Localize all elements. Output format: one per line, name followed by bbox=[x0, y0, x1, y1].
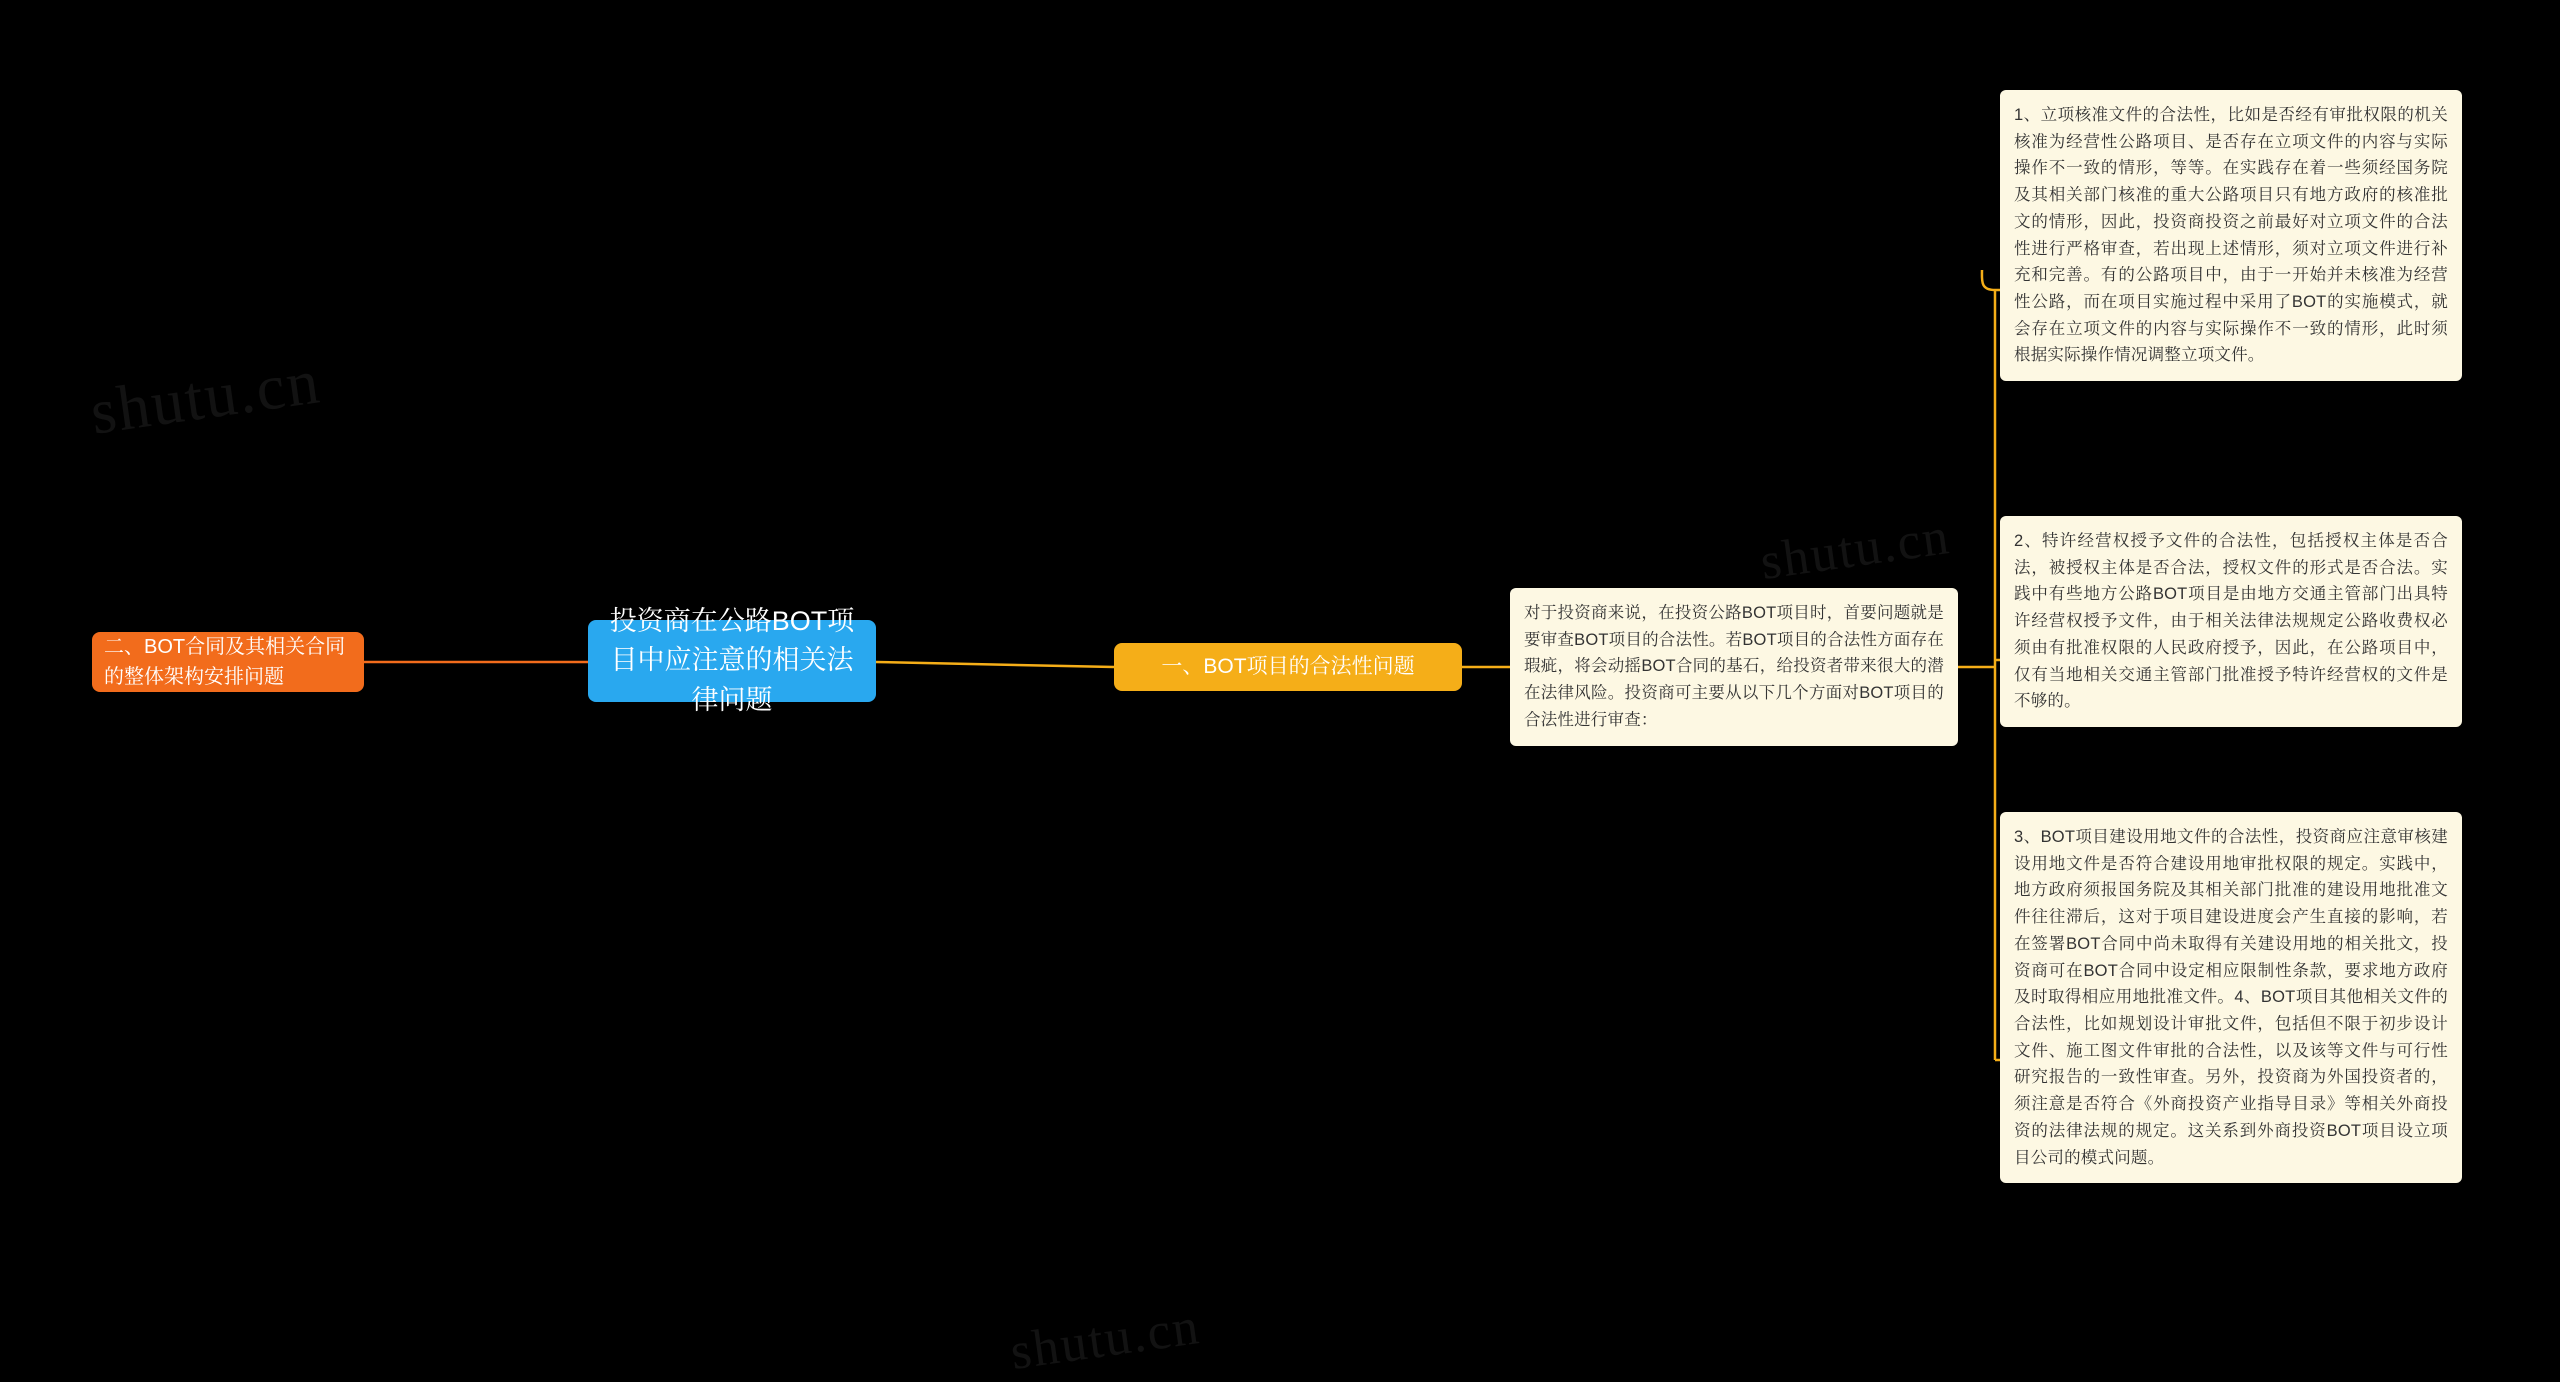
watermark-3: shutu.cn bbox=[1006, 1298, 1204, 1381]
note-construction-land-legality[interactable]: 3、BOT项目建设用地文件的合法性，投资商应注意审核建设用地文件是否符合建设用地审批权限的规定。实践中，地方政府须报国务院及其相关部门批准的建设用地批准文件往往滞后，这对于项目建设进度会产生直接的影响，若在签署BOT合同中尚未取得有关建设用地的相关批文，投资商可在BOT合同中设定相应限制性条款，要求地方政府及时取得相应用地批准文件。4、BOT项目其他相关文件的合法性，比如规划设计审批文件，包括但不限于初步设计文件、施工图文件审批的合法性，以及该等文件与可行性研究报告的一致性审查。另外，投资商为外国投资者的，须注意是否符合《外商投资产业指导目录》等相关外商投资的法律法规的规定。这关系到外商投资BOT项目设立项目公司的模式问题。 bbox=[2000, 812, 2462, 1183]
watermark-1: shutu.cn bbox=[86, 345, 325, 448]
branch-node-legality[interactable]: 一、BOT项目的合法性问题 bbox=[1114, 643, 1462, 691]
branch-node-contract-structure[interactable]: 二、BOT合同及其相关合同的整体架构安排问题 bbox=[92, 632, 364, 692]
note-intro[interactable]: 对于投资商来说，在投资公路BOT项目时，首要问题就是要审查BOT项目的合法性。若BOT项目的合法性方面存在瑕疵，将会动摇BOT合同的基石，给投资者带来很大的潜在法律风险。投资商可主要从以下几个方面对BOT项目的合法性进行审查： bbox=[1510, 588, 1958, 746]
note-project-approval-legality[interactable]: 1、立项核准文件的合法性，比如是否经有审批权限的机关核准为经营性公路项目、是否存在立项文件的内容与实际操作不一致的情形，等等。在实践存在着一些须经国务院及其相关部门核准的重大公路项目只有地方政府的核准批文的情形，因此，投资商投资之前最好对立项文件的合法性进行严格审查，若出现上述情形，须对立项文件进行补充和完善。有的公路项目中，由于一开始并未核准为经营性公路，而在项目实施过程中采用了BOT的实施模式，就会存在立项文件的内容与实际操作不一致的情形，此时须根据实际操作情况调整立项文件。 bbox=[2000, 90, 2462, 381]
watermark-2: shutu.cn bbox=[1756, 508, 1954, 591]
note-franchise-grant-legality[interactable]: 2、特许经营权授予文件的合法性，包括授权主体是否合法，被授权主体是否合法，授权文件的形式是否合法。实践中有些地方公路BOT项目是由地方交通主管部门出具特许经营权授予文件，由于相关法律法规规定公路收费权必须由有批准权限的人民政府授予，因此，在公路项目中，仅有当地相关交通主管部门批准授予特许经营权的文件是不够的。 bbox=[2000, 516, 2462, 727]
central-topic-node[interactable]: 投资商在公路BOT项目中应注意的相关法律问题 bbox=[588, 620, 876, 702]
